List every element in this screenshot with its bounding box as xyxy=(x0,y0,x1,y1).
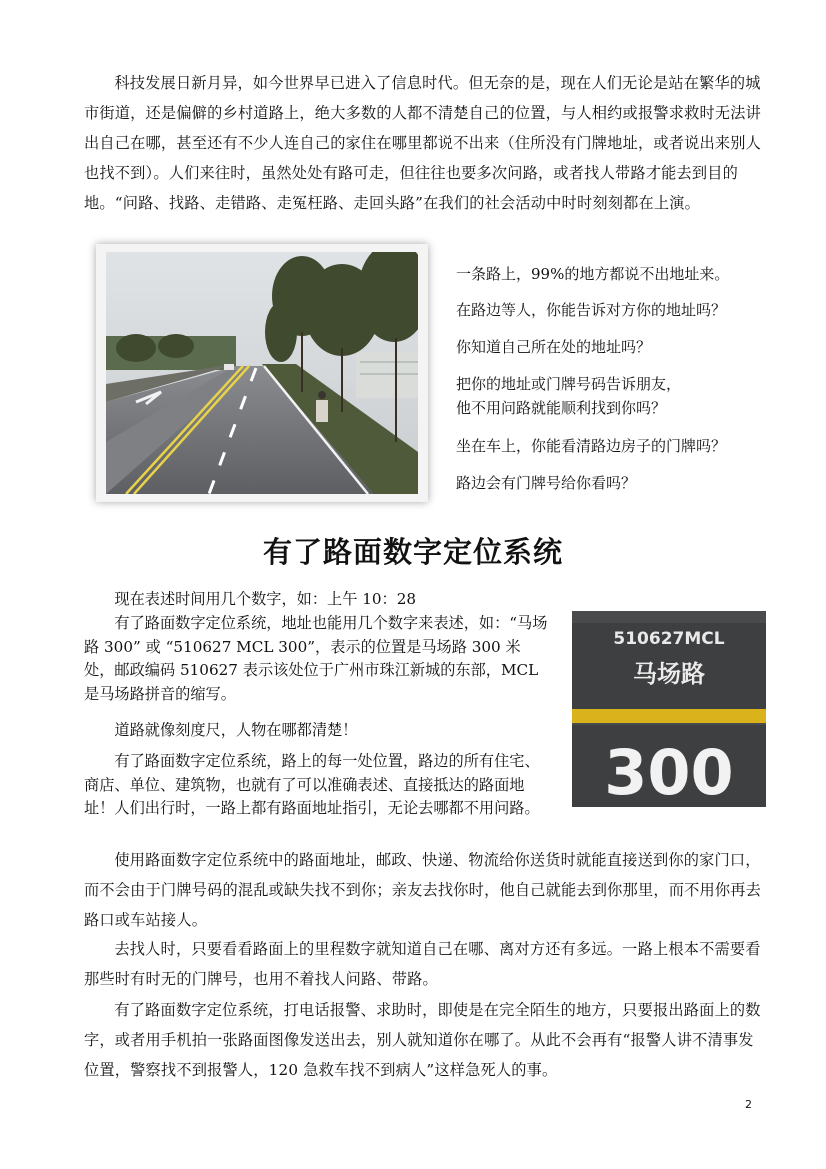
address-example-paragraph: 有了路面数字定位系统，地址也能用几个数字来表述，如：“马场路 300” 或 “510627 MCL 300”，表示的位置是马场路 300 米处，邮政编码 510627 表示该处位于广州市珠江新城的东部，MCL 是马场路拼音的缩写。 xyxy=(84,614,548,703)
ruler-paragraph: 道路就像刻度尺，人物在哪都清楚！ xyxy=(114,721,358,739)
road-photo-image xyxy=(106,252,418,494)
delivery-paragraph: 使用路面数字定位系统中的路面地址，邮政、快递、物流给你送货时就能直接送到你的家门口，而不会由于门牌号码的混乱或缺失找不到你；亲友去找你时，他自己就能去到你那里，而不用你再去路口或车站接人。 xyxy=(84,851,762,929)
road-marking-photo xyxy=(572,611,766,807)
road-number-text: 300 xyxy=(604,736,734,807)
question-line-4: 把你的地址或门牌号码告诉朋友， xyxy=(456,375,682,393)
benefit-paragraph: 有了路面数字定位系统，路上的每一处位置，路边的所有住宅、商店、单位、建筑物，也就有了可以准确表述、直接抵达的路面地址！人们出行时，一路上都有路面地址指引，无论去哪都不用问路。 xyxy=(84,752,540,817)
section-heading: 有了路面数字定位系统 xyxy=(262,535,563,569)
emergency-paragraph: 有了路面数字定位系统，打电话报警、求助时，即使是在完全陌生的地方，只要报出路面上的数字，或者用手机拍一张路面图像发送出去，别人就知道你在哪了。从此不会再有“报警人讲不清事发位置，警察找不到报警人，120 急救车找不到病人”这样急死人的事。 xyxy=(84,1001,761,1079)
road-code-text: 510627MCL xyxy=(613,629,725,649)
question-line-1: 一条路上，99%的地方都说不出地址来。 xyxy=(456,265,730,283)
question-line-3: 你知道自己所在处的地址吗？ xyxy=(456,338,652,356)
road-name-text: 马场路 xyxy=(633,660,705,688)
page-number: 2 xyxy=(745,1098,752,1111)
time-example-paragraph: 现在表述时间用几个数字，如：上午 10：28 xyxy=(114,590,417,608)
question-line-5: 他不用问路就能顺利找到你吗？ xyxy=(456,399,667,417)
finding-paragraph: 去找人时，只要看看路面上的里程数字就知道自己在哪、离对方还有多远。一路上根本不需要看那些时有时无的门牌号，也用不着找人问路、带路。 xyxy=(84,940,761,988)
question-line-7: 路边会有门牌号给你看吗？ xyxy=(456,474,637,492)
question-line-2: 在路边等人，你能告诉对方你的地址吗？ xyxy=(456,301,727,319)
intro-paragraph: 科技发展日新月异，如今世界早已进入了信息时代。但无奈的是，现在人们无论是站在繁华的城市街道，还是偏僻的乡村道路上，绝大多数的人都不清楚自己的位置，与人相约或报警求救时无法讲出自己在哪，甚至还有不少人连自己的家住在哪里都说不出来（住所没有门牌地址，或者说出来别人也找不到）。人们来往时，虽然处处有路可走，但往往也要多次问路，或者找人带路才能去到目的地。“问路、找路、走错路、走冤枉路、走回头路”在我们的社会活动中时时刻刻都在上演。 xyxy=(84,74,762,212)
road-photo xyxy=(96,244,428,502)
road-marking-image xyxy=(572,611,766,807)
question-line-6: 坐在车上，你能看清路边房子的门牌吗？ xyxy=(456,437,727,455)
